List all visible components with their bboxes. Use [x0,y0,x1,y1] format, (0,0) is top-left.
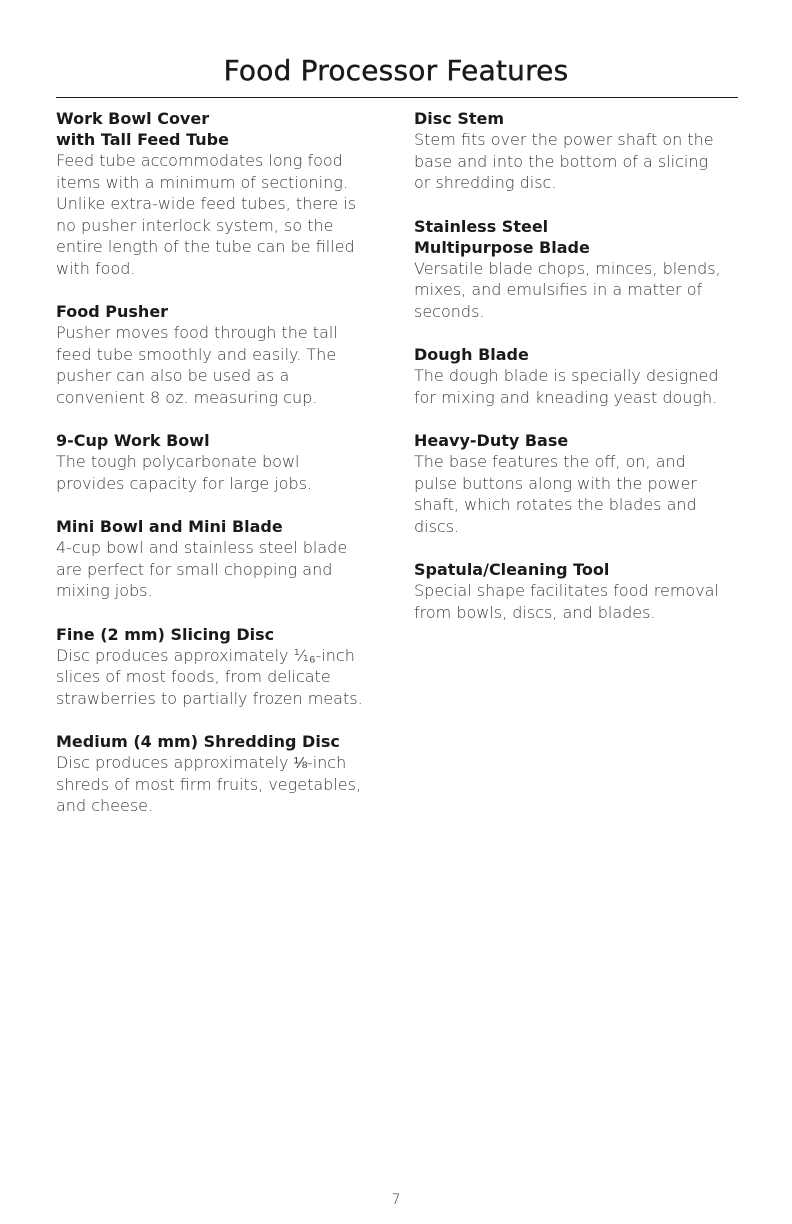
feature-heading-line: Food Pusher [56,302,169,321]
feature-description-line: or shredding disc. [414,173,557,192]
feature-section [414,430,750,537]
feature-heading-line: Disc Stem [414,109,505,128]
feature-description-line: and cheese. [56,796,154,815]
feature-section [56,624,392,710]
feature-description-line: The dough blade is specially designed [414,366,719,385]
feature-description-line: provides capacity for large jobs. [56,473,313,493]
feature-heading [414,559,750,580]
feature-description-line: shreds of most firm fruits, vegetables, [56,774,362,794]
feature-heading-line: Spatula/Cleaning Tool [414,560,610,579]
right-column [414,108,750,645]
feature-heading-line: with Tall Feed Tube [56,130,229,149]
feature-description-line: entire length of the tube can be filled [56,237,355,256]
left-column [56,108,392,839]
feature-description-line: items with a minimum of sectioning. [56,172,348,192]
feature-section [414,108,750,194]
feature-description-line: pulse buttons along with the power [414,473,697,493]
feature-heading-line: Stainless Steel [414,216,549,236]
feature-heading-line: Fine (2 mm) Slicing Disc [56,624,275,644]
feature-section [56,516,392,602]
feature-heading-line: Multipurpose Blade [414,237,590,257]
feature-description-line: mixing jobs. [56,581,153,600]
feature-description [414,580,750,623]
feature-description-line: Unlike extra-wide feed tubes, there is [56,194,357,213]
feature-section [56,731,392,817]
feature-description [414,365,750,408]
feature-heading-line: Heavy-Duty Base [414,431,569,450]
feature-description-line: with food. [56,258,136,278]
feature-description-line: base and into the bottom of a slicing [414,151,709,171]
feature-description-line: slices of most foods, from delicate [56,667,331,686]
page-title: Food Processor Features [223,54,569,87]
title-divider [56,97,738,98]
feature-description [56,645,392,710]
feature-heading [414,108,750,129]
feature-heading [56,301,392,322]
feature-description [56,150,392,279]
feature-description [414,129,750,194]
feature-description-line: Pusher moves food through the tall [56,323,338,342]
feature-description-line: strawberries to partially frozen meats. [56,688,363,708]
feature-description-line: feed tube smoothly and easily. The [56,344,337,364]
feature-heading [56,731,392,752]
feature-description-line: from bowls, discs, and blades. [414,602,656,622]
feature-section [414,559,750,623]
feature-description-line: seconds. [414,301,485,321]
page-number: 7 [391,1192,401,1208]
feature-section [414,216,750,323]
feature-description-line: 4-cup bowl and stainless steel blade [56,538,348,557]
feature-description-line: The tough polycarbonate bowl [56,452,300,471]
feature-description-line: shaft, which rotates the blades and [414,495,697,514]
feature-description-line: for mixing and kneading yeast dough. [414,387,718,407]
feature-description-line: Stem fits over the power shaft on the [414,130,714,149]
feature-heading-line: Dough Blade [414,345,529,364]
feature-heading-line: Work Bowl Cover [56,109,210,128]
feature-section [56,108,392,279]
feature-description-line: Feed tube accommodates long food [56,151,343,170]
feature-description-line: Versatile blade chops, minces, blends, [414,258,721,278]
feature-description-line: Disc produces approximately ⅛-inch [56,753,347,772]
feature-description-line: pusher can also be used as a [56,366,290,385]
feature-section [56,430,392,494]
feature-description-line: discs. [414,516,460,536]
feature-heading [56,108,392,150]
feature-description-line: The base features the off, on, and [414,452,686,471]
feature-description-line: Special shape facilitates food removal [414,581,719,600]
feature-heading-line: Mini Bowl and Mini Blade [56,517,283,536]
feature-description [414,258,750,323]
feature-description-line: convenient 8 oz. measuring cup. [56,387,318,407]
feature-description-line: Disc produces approximately ¹⁄₁₆-inch [56,645,355,665]
feature-description [414,451,750,537]
feature-description-line: no pusher interlock system, so the [56,215,334,235]
feature-description [56,451,392,494]
feature-heading [414,430,750,451]
feature-heading-line: 9-Cup Work Bowl [56,431,210,450]
feature-heading-line: Medium (4 mm) Shredding Disc [56,732,340,751]
feature-description [56,752,392,817]
feature-section [56,301,392,408]
feature-heading [56,516,392,537]
feature-description-line: mixes, and emulsifies in a matter of [414,280,703,299]
feature-description-line: are perfect for small chopping and [56,559,333,579]
feature-description [56,537,392,602]
feature-heading [56,430,392,451]
feature-description [56,322,392,408]
feature-heading [414,216,750,258]
feature-heading [56,624,392,645]
feature-heading [414,344,750,365]
feature-section [414,344,750,408]
